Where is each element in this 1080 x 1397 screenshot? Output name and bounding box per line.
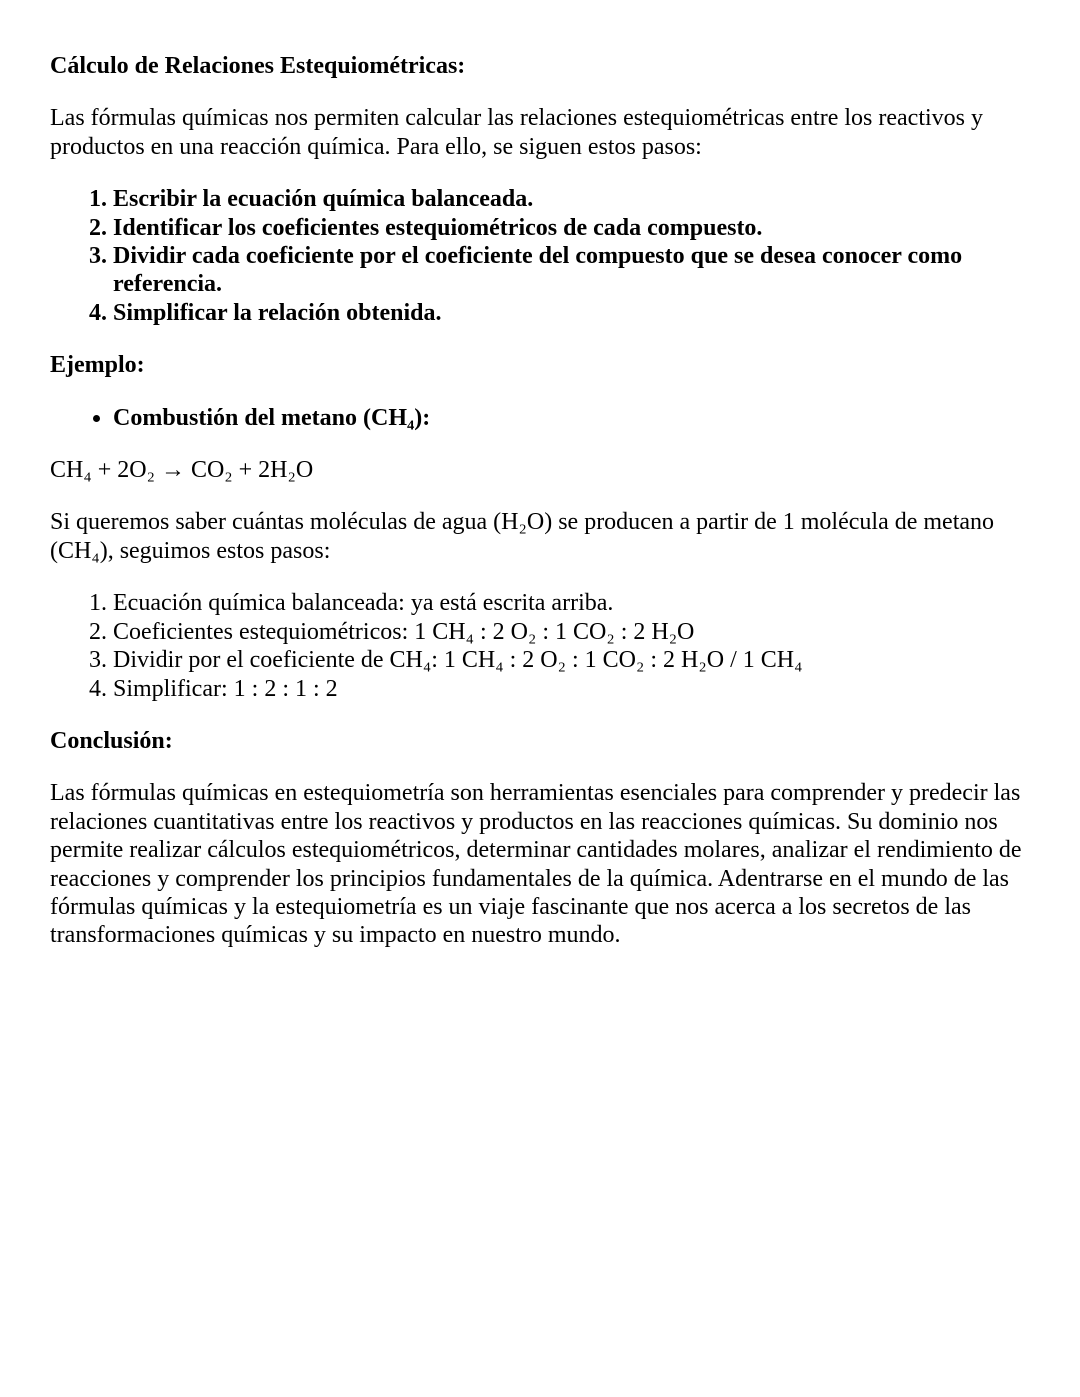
list-item: 4. Simplificar la relación obtenida. xyxy=(113,299,1030,327)
steps-list xyxy=(50,185,1030,327)
section-heading: Cálculo de Relaciones Estequiométricas: xyxy=(50,53,466,79)
list-item: 2. Identificar los coeficientes estequiométricos de cada compuesto. xyxy=(113,214,1030,242)
conclusion-paragraph: Las fórmulas químicas en estequiometría son herramientas esenciales para comprender y predecir las relaciones cuantitativas entre los reactivos y productos en las reacciones químicas. Su dominio nos permite realizar cálculos estequiométricos, determinar cantidades molares, analizar el rendimiento de reacciones y comprender los principios fundamentales de la química. Adentrarse en el mundo de las fórmulas químicas y la estequiometría es un viaje fascinante que nos acerca a los secretos de las transformaciones químicas y su impacto en nuestro mundo. xyxy=(50,780,1022,949)
list-item: 3. Dividir cada coeficiente por el coeficiente del compuesto que se desea conocer como referencia. xyxy=(113,242,1030,299)
question-paragraph: Si queremos saber cuántas moléculas de agua (H₂O) se producen a partir de 1 molécula de metano (CH₄), seguimos estos pasos: xyxy=(50,509,995,564)
conclusion-heading: Conclusión: xyxy=(50,727,173,754)
list-item: 3. Dividir por el coeficiente de CH₄: 1 CH₄ : 2 O₂ : 1 CO₂ : 2 H₂O / 1 CH₄ xyxy=(113,646,1030,674)
list-item: 2. Coeficientes estequiométricos: 1 CH₄ : 2 O₂ : 1 CO₂ : 2 H₂O xyxy=(113,618,1030,646)
example-steps-list xyxy=(50,589,1030,703)
list-item: 1. Escribir la ecuación química balanceada. xyxy=(113,185,1030,213)
example-bullet-list xyxy=(50,404,1030,432)
list-item: 1. Ecuación química balanceada: ya está escrita arriba. xyxy=(113,589,1030,617)
intro-paragraph: Las fórmulas químicas nos permiten calcular las relaciones estequiométricas entre los reactivos y productos en una reacción química. Para ello, se siguen estos pasos: xyxy=(50,105,983,160)
list-item: 4. Simplificar: 1 : 2 : 1 : 2 xyxy=(113,675,1030,703)
chemical-equation: CH₄ + 2O₂ → CO₂ + 2H₂O xyxy=(50,457,314,484)
example-heading: Ejemplo: xyxy=(50,352,145,379)
list-item: • Combustión del metano (CH₄): xyxy=(113,404,1030,432)
